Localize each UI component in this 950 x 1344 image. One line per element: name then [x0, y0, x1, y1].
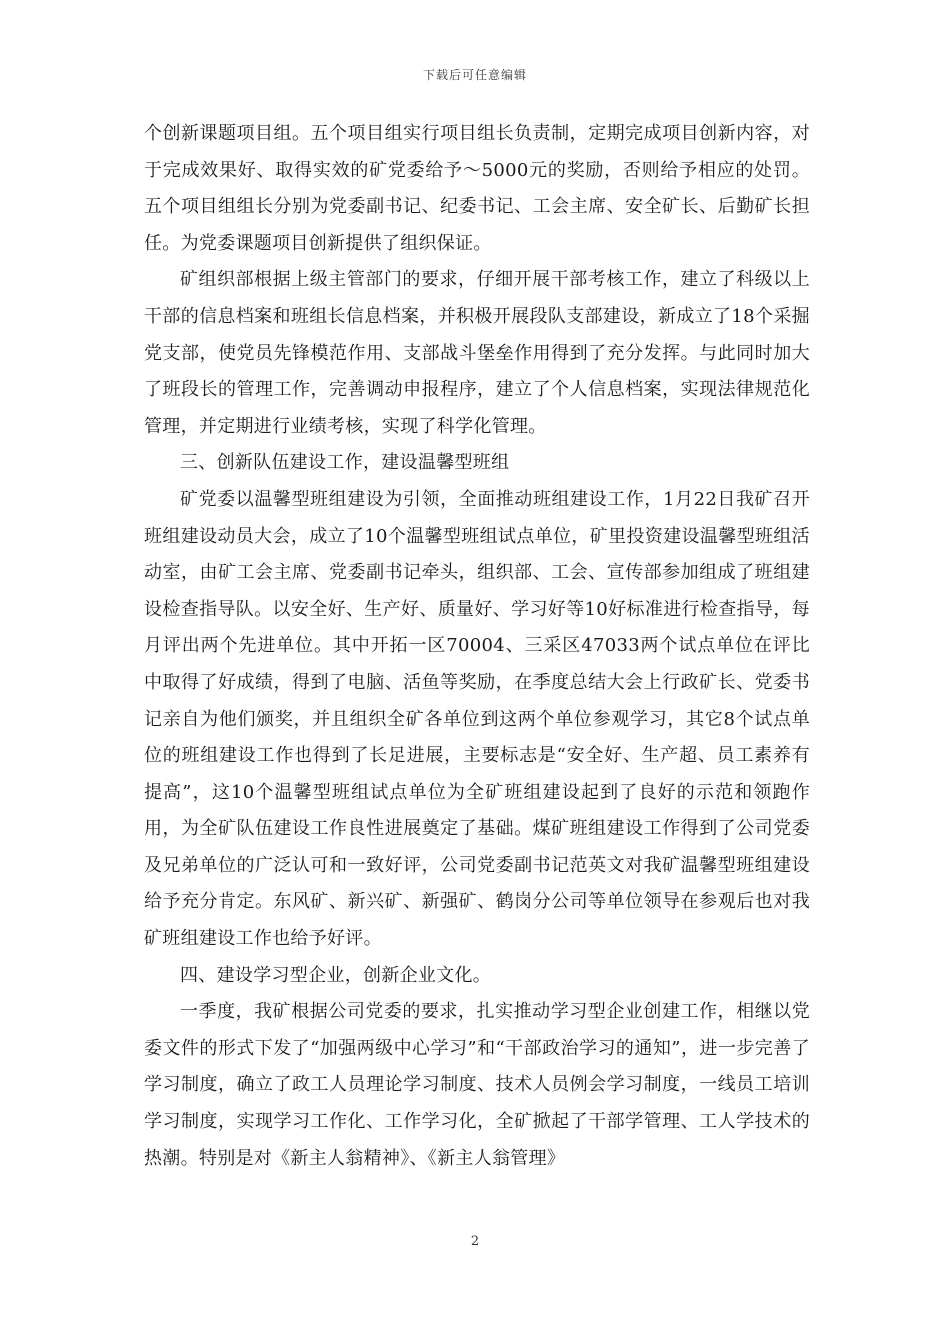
- section-heading-4: 四、建设学习型企业，创新企业文化。: [180, 964, 492, 986]
- document-body: [144, 116, 810, 1177]
- paragraph-1: 个创新课题项目组。五个项目组实行项目组长负责制，定期完成项目创新内容，对于完成效果好、取得实效的矿党委给予～5000元的奖励，否则给予相应的处罚。五个项目组组长分别为党委副书记、纪委书记、工会主席、安全矿长、后勤矿长担任。为党委课题项目创新提供了组织保证。: [144, 123, 810, 254]
- paragraph-4: 矿党委以温馨型班组建设为引领，全面推动班组建设工作，1月22日我矿召开班组建设动员大会，成立了10个温馨型班组试点单位，矿里投资建设温馨型班组活动室，由矿工会主席、党委副书记牵头，组织部、工会、宣传部参加组成了班组建设检查指导队。以安全好、生产好、质量好、学习好等10好标准进行检查指导，每月评出两个先进单位。其中开拓一区70004、三采区47033两个试点单位在评比中取得了好成绩，得到了电脑、活鱼等奖励，在季度总结大会上行政矿长、党委书记亲自为他们颁奖，并且组织全矿各单位到这两个单位参观学习，其它8个试点单位的班组建设工作也得到了长足进展，主要标志是“安全好、生产超、员工素养有提高”，这10个温馨型班组试点单位为全矿班组建设起到了良好的示范和领跑作用，为全矿队伍建设工作良性进展奠定了基础。煤矿班组建设工作得到了公司党委及兄弟单位的广泛认可和一致好评，公司党委副书记范英文对我矿温馨型班组建设给予充分肯定。东风矿、新兴矿、新强矿、鹤岗分公司等单位领导在参观后也对我矿班组建设工作也给予好评。: [144, 488, 810, 950]
- page-header: 下载后可任意编辑: [422, 68, 527, 82]
- paragraph-6: 一季度，我矿根据公司党委的要求，扎实推动学习型企业创建工作，相继以党委文件的形式下发了“加强两级中心学习”和“干部政治学习的通知”，进一步完善了学习制度，确立了政工人员理论学习制度、技术人员例会学习制度，一线员工培训学习制度，实现学习工作化、工作学习化，全矿掀起了干部学管理、工人学技术的热潮。特别是对《新主人翁精神》、《新主人翁管理》: [144, 1001, 810, 1169]
- paragraph-2: 矿组织部根据上级主管部门的要求，仔细开展干部考核工作，建立了科级以上干部的信息档案和班组长信息档案，并积极开展段队支部建设，新成立了18个采掘党支部，使党员先锋模范作用、支部战斗堡垒作用得到了充分发挥。与此同时加大了班段长的管理工作，完善调动申报程序，建立了个人信息档案，实现法律规范化管理，并定期进行业绩考核，实现了科学化管理。: [144, 269, 810, 437]
- page-number: 2: [470, 1234, 480, 1249]
- section-heading-3: 三、创新队伍建设工作，建设温馨型班组: [180, 452, 510, 474]
